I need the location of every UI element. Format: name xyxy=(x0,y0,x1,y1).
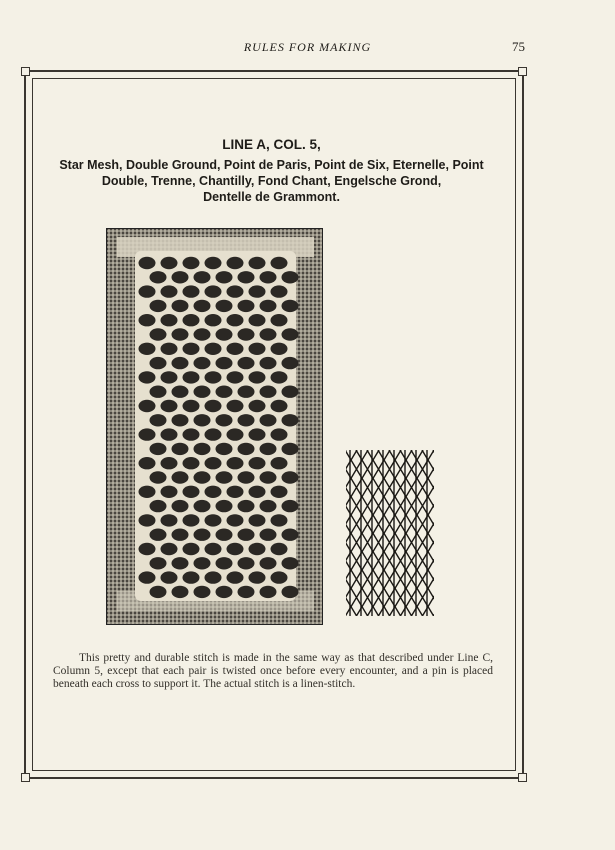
stitch-names-line: Dentelle de Grammont. xyxy=(203,190,340,204)
lace-sample-photograph xyxy=(106,228,323,625)
border-corner-ornament xyxy=(518,67,527,76)
description-paragraph: This pretty and durable stitch is made in the same way as that described under Line C, Column 5, except that each pair is twisted once before every encounter, and a pin is placed beneath each cross to support it. The actual stitch is a linen-stitch. xyxy=(53,652,493,690)
border-corner-ornament xyxy=(21,773,30,782)
section-heading: LINE A, COL. 5, xyxy=(222,137,321,152)
lace-mesh xyxy=(135,251,299,601)
stitch-names-line: Star Mesh, Double Ground, Point de Paris, Point de Six, Eternelle, Point xyxy=(59,158,484,172)
border-corner-ornament xyxy=(518,773,527,782)
stitch-names xyxy=(50,157,493,205)
page-number: 75 xyxy=(512,39,525,54)
border-corner-ornament xyxy=(21,67,30,76)
star-mesh-diagram xyxy=(346,450,434,616)
stitch-names-line: Double, Trenne, Chantilly, Fond Chant, Engelsche Grond, xyxy=(101,174,442,188)
running-head: RULES FOR MAKING xyxy=(243,40,372,54)
